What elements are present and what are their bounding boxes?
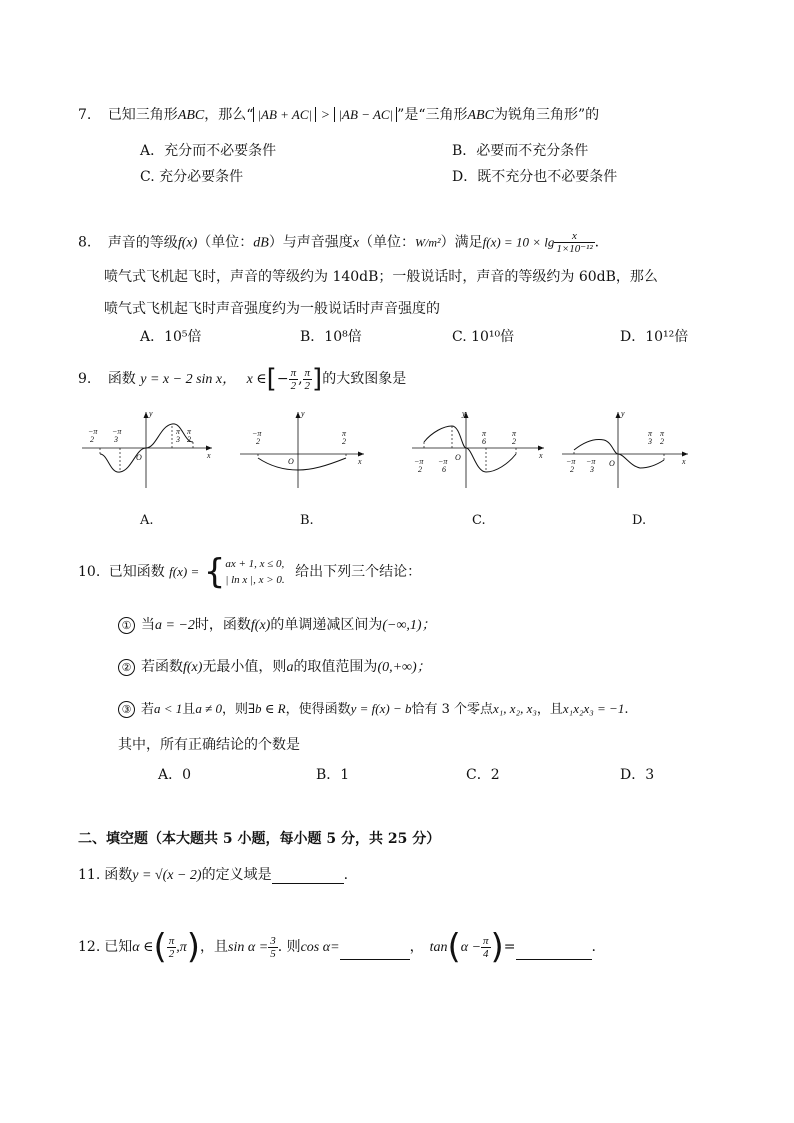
graph-a-label[interactable]: A. [140,513,154,528]
q7-option-d[interactable]: D．既不充分也不必要条件 [452,169,618,185]
svg-text:−π: −π [586,457,596,466]
graph-d-y-label: y [621,409,625,418]
q8-line3: 喷气式飞机起飞时声音强度约为一般说话时声音强度的 [104,301,440,317]
q9-number: 9. [78,371,92,387]
svg-text:3: 3 [114,435,118,444]
q11-answer-blank[interactable] [272,867,344,884]
svg-text:−π: −π [252,429,262,438]
q12-stem: 12. 已知α ∈( $\frac{\pi}{2}$ ,π)，且sin α = $\frac{3}{5}$ . 则cos α= ， tan(α − $\frac{\pi}{4}$ )= . [78,927,596,967]
q8-fraction: $\frac{x}{\text{1×10⁻¹²}}$ [556,230,593,255]
q9-frac-left: $\frac{\pi}{2}$ [290,366,297,392]
graph-c-y-label: y [462,409,466,418]
q7-text-d: 为锐角三角形”的 [493,107,600,123]
graph-c[interactable] [412,409,544,488]
q10-circle-3: ③ [118,701,135,718]
svg-text:3: 3 [648,437,652,446]
graph-c-origin: O [455,453,461,462]
q10-fx: f(x) = [169,564,200,579]
graph-c-label[interactable]: C. [472,513,486,528]
q7-option-c[interactable]: C. 充分必要条件 [140,169,244,185]
q10-case1: ax + 1, x ≤ 0, [225,558,285,570]
q7-number: 7. [78,107,92,123]
q9-bracket-left: [ [266,364,277,394]
q8-text-c: ）与声音强度 [268,234,353,251]
q8-x: x [352,235,360,251]
q11-stem: 11. 函数y = √(x − 2)的定义域是 . [78,867,349,883]
svg-text:6: 6 [482,437,486,446]
svg-text:3: 3 [590,465,594,474]
q10-option-b[interactable]: B．1 [316,767,350,783]
graph-d-origin: O [609,459,615,468]
q8-line2: 喷气式飞机起飞时，声音的等级约为 140dB；一般说话时，声音的等级约为 60dB，那么 [104,269,658,285]
q8-unit: W/m² [415,235,441,250]
q9-text-b: 的大致图象是 [322,371,407,387]
q8-text-d: （单位： [359,234,416,251]
q7-text-c: ”是“三角形 [397,107,468,123]
q9-frac-right: $\frac{\pi}{2}$ [304,366,311,392]
svg-text:2: 2 [512,437,516,446]
q11-number: 11. [78,867,101,883]
q8-option-d[interactable]: D．10¹²倍 [620,329,689,345]
q8-option-c[interactable]: C. 10¹⁰倍 [452,329,515,345]
q10-number: 10. [78,564,101,580]
q10-option-c[interactable]: C．2 [466,767,500,783]
graph-a-y-label: y [149,409,153,418]
q10-text-b: 给出下列三个结论： [295,564,422,580]
graph-c-x-label: x [539,451,543,460]
q9-minus: − [276,371,289,387]
q11-func: y = √(x − 2) [132,868,202,883]
q10-summary: 其中，所有正确结论的个数是 [118,737,300,753]
svg-text:−π: −π [438,457,448,466]
q7-text-b: ，那么“ [204,107,254,123]
q10-statement-2: ② 若函数f(x)无最小值，则a的取值范围为(0,+∞)； [118,656,431,676]
q9-stem: 9. 函数 y = x − 2 sin x， x ∈[− $\frac{\pi}{2}$ , $\frac{\pi}{2}$ ]的大致图象是 [78,364,407,394]
q10-circle-2: ② [118,659,135,676]
section-2-title: 二、填空题（本大题共 5 小题，每小题 5 分，共 25 分） [78,831,441,847]
q10-case2: | ln x |, x > 0. [225,574,285,586]
q9-graphs [0,402,794,532]
q7-abc-2: ABC [467,108,494,123]
svg-text:2: 2 [660,437,664,446]
svg-text:−π: −π [414,457,424,466]
q9-bracket-right: ] [312,364,323,394]
graph-a[interactable] [82,409,212,488]
q10-cases [225,556,284,588]
graph-a-origin: O [136,453,142,462]
svg-text:π: π [176,427,181,436]
q10-option-d[interactable]: D．3 [620,767,655,783]
q12-number: 12. [78,939,101,955]
q10-circle-1: ① [118,617,135,634]
svg-text:π: π [187,427,192,436]
svg-text:−π: −π [566,457,576,466]
q8-number: 8. [78,234,92,251]
graph-b-label[interactable]: B. [300,513,314,528]
q10-text-a: 已知函数 [108,564,165,580]
q10-option-a[interactable]: A．0 [158,767,192,783]
svg-text:3: 3 [176,435,180,444]
svg-text:π: π [648,429,653,438]
svg-text:2: 2 [418,465,422,474]
q7-option-a[interactable]: A．充分而不必要条件 [140,143,277,159]
q8-option-b[interactable]: B．10⁸倍 [300,329,362,345]
q10-statement-1: ① 当a = −2时，函数f(x)的单调递减区间为(−∞,1)； [118,614,436,634]
q10-statement-3: ③ 若a < 1且a ≠ 0，则∃b ∈ R，使得函数y = f(x) − b恰有 3 个零点x₁, x₂, x₃，且x₁x₂x₃ = −1. [118,698,628,718]
graph-a-x-label: x [207,451,211,460]
q10-stem [78,552,422,592]
graph-b-x-label: x [358,457,362,466]
q7-vector-diff: |AB − AC| [334,107,397,122]
q8-text-e: ）满足 [440,234,483,251]
graph-a-tick-neg-half: −π [88,427,98,436]
svg-text:−π: −π [112,427,122,436]
graph-d-label[interactable]: D. [632,513,647,528]
svg-text:π: π [482,429,487,438]
q8-option-a[interactable]: A．10⁵倍 [140,329,202,345]
svg-text:2: 2 [256,437,260,446]
q8-text-b: （单位： [197,234,254,251]
svg-text:π: π [660,429,665,438]
q7-stem [78,104,599,124]
q7-option-b[interactable]: B．必要而不充分条件 [452,143,589,159]
svg-text:6: 6 [442,465,446,474]
q7-vector-sum: |AB + AC| [253,107,316,122]
graph-d[interactable] [562,409,688,488]
q8-db: dB [253,235,269,251]
q7-abc: ABC [177,108,205,123]
q9-text-a: 函数 [107,371,136,387]
q9-domain-prefix: x ∈ [246,372,267,387]
q7-gt: > [320,108,331,123]
svg-text:π: π [512,429,517,438]
q8-text-a: 声音的等级 [107,234,178,251]
graph-b-y-label: y [301,409,305,418]
svg-text:2: 2 [187,435,191,444]
q8-stem-line1: 8. 声音的等级f(x)（单位：dB）与声音强度x（单位：W/m²）满足f(x) = 10 × lg $\frac{x}{\text{1×10⁻¹²}}$ . [78,230,600,255]
graph-b-origin: O [288,457,294,466]
q10-brace: { [203,552,226,592]
graph-b[interactable] [240,409,364,488]
graph-d-x-label: x [682,457,686,466]
q8-fx: f(x) [177,235,198,251]
svg-text:2: 2 [570,465,574,474]
q9-func: y = x − 2 sin x， [140,372,237,387]
svg-text:2: 2 [342,437,346,446]
svg-text:2: 2 [90,435,94,444]
q8-formula: f(x) = 10 × lg [482,234,555,250]
q7-text-a: 已知三角形 [107,107,178,123]
svg-text:π: π [342,429,347,438]
q12-cos-blank[interactable] [340,943,410,960]
q12-tan-blank[interactable] [516,943,592,960]
